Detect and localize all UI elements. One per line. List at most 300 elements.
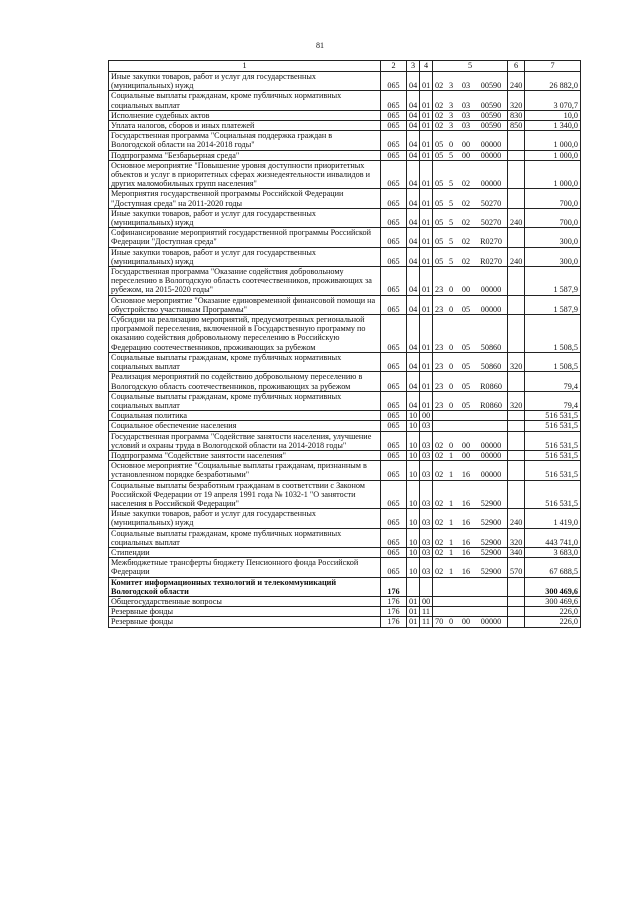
row-name-cell: Комитет информационных технологий и телекоммуникаций Вологодской области — [109, 577, 381, 596]
target-article-part: 00 — [461, 150, 471, 160]
target-article-part: 00000 — [480, 285, 502, 295]
section-code-cell: 04 — [407, 91, 420, 110]
section-code-cell: 04 — [407, 208, 420, 227]
subsection-code-cell: 03 — [420, 558, 433, 577]
ministry-code-cell: 065 — [381, 131, 407, 150]
target-article-cell — [433, 547, 508, 557]
ministry-code-cell: 065 — [381, 411, 407, 421]
target-article-part: 50270 — [480, 218, 502, 228]
target-article-part: 16 — [461, 547, 471, 557]
row-name-cell: Резервные фонды — [109, 617, 381, 627]
ministry-code-cell: 065 — [381, 295, 407, 314]
table-row — [109, 480, 581, 509]
target-article-part: 23 — [435, 342, 444, 352]
table-row — [109, 596, 581, 606]
table-row — [109, 208, 581, 227]
ministry-code-cell: 176 — [381, 617, 407, 627]
target-article-part: 1 — [448, 547, 454, 557]
row-name-cell: Государственная программа "Содействие занятости населения, улучшение условий и охраны труда в Вологодской области на 2014-2018 годы" — [109, 431, 381, 450]
target-article-part: 02 — [435, 121, 444, 131]
amount-cell: 67 688,5 — [525, 558, 581, 577]
target-article-cell — [433, 450, 508, 460]
amount-cell: 516 531,5 — [525, 431, 581, 450]
target-article-part: 3 — [448, 121, 454, 131]
subsection-code-cell: 01 — [420, 121, 433, 131]
target-article-part: 52900 — [480, 537, 502, 547]
expense-type-cell — [508, 480, 525, 509]
ministry-code-cell: 065 — [381, 228, 407, 247]
ministry-code-cell: 065 — [381, 352, 407, 371]
subsection-code-cell: 01 — [420, 208, 433, 227]
target-article-part: 16 — [461, 518, 471, 528]
target-article-cell — [433, 160, 508, 189]
ministry-code-cell: 176 — [381, 577, 407, 596]
expense-type-cell — [508, 131, 525, 150]
subsection-code-cell: 01 — [420, 131, 433, 150]
target-article-part: 1 — [448, 537, 454, 547]
target-article-part: 02 — [435, 440, 444, 450]
table-row — [109, 391, 581, 410]
amount-cell: 516 531,5 — [525, 480, 581, 509]
target-article-cell — [433, 91, 508, 110]
target-article-part: 05 — [461, 400, 471, 410]
target-article-cell — [433, 461, 508, 480]
section-code-cell: 10 — [407, 450, 420, 460]
row-name-cell: Социальная политика — [109, 411, 381, 421]
target-article-part: 00000 — [480, 470, 502, 480]
header-cell: 6 — [508, 61, 525, 72]
ministry-code-cell: 176 — [381, 596, 407, 606]
page-number: 81 — [316, 41, 324, 50]
amount-cell: 26 882,0 — [525, 72, 581, 91]
row-name-cell: Иные закупки товаров, работ и услуг для государственных (муниципальных) нужд — [109, 208, 381, 227]
ministry-code-cell: 065 — [381, 72, 407, 91]
amount-cell: 1 340,0 — [525, 121, 581, 131]
target-article-part: 23 — [435, 285, 444, 295]
target-article-part: 00 — [461, 440, 471, 450]
target-article-part: 05 — [435, 218, 444, 228]
amount-cell: 300 469,6 — [525, 596, 581, 606]
amount-cell: 1 508,5 — [525, 315, 581, 353]
expense-type-cell — [508, 315, 525, 353]
target-article-part: 5 — [448, 150, 454, 160]
section-code-cell: 10 — [407, 421, 420, 431]
target-article-part: 00 — [461, 140, 471, 150]
header-cell: 5 — [433, 61, 508, 72]
table-row — [109, 558, 581, 577]
subsection-code-cell: 00 — [420, 596, 433, 606]
target-article-part: R0270 — [480, 237, 502, 247]
section-code-cell: 04 — [407, 189, 420, 208]
ministry-code-cell: 065 — [381, 150, 407, 160]
table-row — [109, 189, 581, 208]
subsection-code-cell: 01 — [420, 189, 433, 208]
target-article-part: 05 — [435, 140, 444, 150]
expense-type-cell — [508, 421, 525, 431]
ministry-code-cell: 065 — [381, 509, 407, 528]
amount-cell: 516 531,5 — [525, 421, 581, 431]
section-code-cell: 04 — [407, 72, 420, 91]
target-article-cell — [433, 110, 508, 120]
header-cell: 7 — [525, 61, 581, 72]
target-article-part: 5 — [448, 256, 454, 266]
target-article-part: 02 — [435, 450, 444, 460]
target-article-part: 03 — [461, 110, 471, 120]
subsection-code-cell: 01 — [420, 315, 433, 353]
ministry-code-cell: 065 — [381, 431, 407, 450]
expense-type-cell: 570 — [508, 558, 525, 577]
table-row — [109, 461, 581, 480]
row-name-cell: Межбюджетные трансферты бюджету Пенсионного фонда Российской Федерации — [109, 558, 381, 577]
ministry-code-cell: 065 — [381, 315, 407, 353]
row-name-cell: Исполнение судебных актов — [109, 110, 381, 120]
table-row — [109, 91, 581, 110]
target-article-part: 0 — [448, 304, 454, 314]
expense-type-cell: 240 — [508, 247, 525, 266]
expense-type-cell — [508, 267, 525, 296]
target-article-cell — [433, 131, 508, 150]
row-name-cell: Социальные выплаты гражданам, кроме публичных нормативных социальных выплат — [109, 391, 381, 410]
target-article-part: 02 — [461, 179, 471, 189]
ministry-code-cell: 065 — [381, 450, 407, 460]
expense-type-cell — [508, 411, 525, 421]
table-row — [109, 431, 581, 450]
target-article-part: 00 — [461, 285, 471, 295]
target-article-cell — [433, 121, 508, 131]
amount-cell: 300 469,6 — [525, 577, 581, 596]
target-article-part: 52900 — [480, 567, 502, 577]
target-article-part: 02 — [461, 198, 471, 208]
target-article-part: 02 — [435, 498, 444, 508]
target-article-cell — [433, 208, 508, 227]
target-article-part: 00590 — [480, 100, 502, 110]
ministry-code-cell: 065 — [381, 547, 407, 557]
expense-type-cell: 830 — [508, 110, 525, 120]
row-name-cell: Резервные фонды — [109, 607, 381, 617]
table-row — [109, 131, 581, 150]
table-row — [109, 72, 581, 91]
target-article-part: 00 — [461, 617, 471, 627]
ministry-code-cell: 065 — [381, 160, 407, 189]
target-article-part: 3 — [448, 110, 454, 120]
row-name-cell: Подпрограмма "Безбарьерная среда" — [109, 150, 381, 160]
section-code-cell: 04 — [407, 150, 420, 160]
row-name-cell: Софинансирование мероприятий государственной программы Российской Федерации "Доступная среда" — [109, 228, 381, 247]
amount-cell: 1 000,0 — [525, 160, 581, 189]
ministry-code-cell: 065 — [381, 421, 407, 431]
section-code-cell: 04 — [407, 160, 420, 189]
expense-type-cell: 240 — [508, 509, 525, 528]
table-row — [109, 411, 581, 421]
target-article-part: 23 — [435, 400, 444, 410]
table-row — [109, 547, 581, 557]
target-article-part: 23 — [435, 381, 444, 391]
section-code-cell: 10 — [407, 461, 420, 480]
subsection-code-cell: 03 — [420, 547, 433, 557]
row-name-cell: Иные закупки товаров, работ и услуг для государственных (муниципальных) нужд — [109, 72, 381, 91]
target-article-part: 02 — [461, 237, 471, 247]
target-article-cell — [433, 295, 508, 314]
expense-type-cell — [508, 431, 525, 450]
row-name-cell: Общегосударственные вопросы — [109, 596, 381, 606]
subsection-code-cell: 01 — [420, 295, 433, 314]
amount-cell: 226,0 — [525, 607, 581, 617]
target-article-part: 52900 — [480, 547, 502, 557]
target-article-part: 05 — [435, 256, 444, 266]
target-article-part: 05 — [461, 304, 471, 314]
table-row — [109, 509, 581, 528]
expense-type-cell — [508, 461, 525, 480]
target-article-part: 1 — [448, 450, 454, 460]
expense-type-cell — [508, 150, 525, 160]
row-name-cell: Социальное обеспечение населения — [109, 421, 381, 431]
table-header-row — [109, 61, 581, 72]
subsection-code-cell: 03 — [420, 431, 433, 450]
target-article-part: 02 — [435, 100, 444, 110]
target-article-part: 50270 — [480, 198, 502, 208]
subsection-code-cell: 01 — [420, 352, 433, 371]
section-code-cell: 04 — [407, 247, 420, 266]
header-cell: 2 — [381, 61, 407, 72]
amount-cell: 443 741,0 — [525, 528, 581, 547]
expense-type-cell: 240 — [508, 72, 525, 91]
target-article-part: 0 — [448, 440, 454, 450]
section-code-cell: 10 — [407, 509, 420, 528]
row-name-cell: Иные закупки товаров, работ и услуг для государственных (муниципальных) нужд — [109, 509, 381, 528]
section-code-cell: 04 — [407, 131, 420, 150]
section-code-cell: 04 — [407, 267, 420, 296]
target-article-part: 03 — [461, 81, 471, 91]
expense-type-cell: 240 — [508, 208, 525, 227]
expense-type-cell — [508, 596, 525, 606]
table-row — [109, 110, 581, 120]
target-article-part: 03 — [461, 100, 471, 110]
ministry-code-cell: 065 — [381, 558, 407, 577]
row-name-cell: Государственная программа "Социальная поддержка граждан в Вологодской области на 2014-2018 годы" — [109, 131, 381, 150]
amount-cell: 516 531,5 — [525, 461, 581, 480]
amount-cell: 10,0 — [525, 110, 581, 120]
amount-cell: 79,4 — [525, 391, 581, 410]
expense-type-cell: 320 — [508, 91, 525, 110]
target-article-cell — [433, 431, 508, 450]
table-row — [109, 160, 581, 189]
amount-cell: 516 531,5 — [525, 411, 581, 421]
section-code-cell — [407, 577, 420, 596]
amount-cell: 1 508,5 — [525, 352, 581, 371]
target-article-part: 05 — [435, 150, 444, 160]
row-name-cell: Социальные выплаты гражданам, кроме публичных нормативных социальных выплат — [109, 352, 381, 371]
target-article-part: 02 — [435, 518, 444, 528]
expense-type-cell — [508, 189, 525, 208]
target-article-part: 05 — [435, 237, 444, 247]
subsection-code-cell: 01 — [420, 247, 433, 266]
target-article-cell — [433, 247, 508, 266]
target-article-part: 02 — [435, 537, 444, 547]
subsection-code-cell: 01 — [420, 267, 433, 296]
table-row — [109, 247, 581, 266]
amount-cell: 79,4 — [525, 372, 581, 391]
target-article-part: 16 — [461, 567, 471, 577]
target-article-part: 16 — [461, 537, 471, 547]
expense-type-cell — [508, 450, 525, 460]
target-article-part: R0860 — [480, 400, 502, 410]
target-article-part: 1 — [448, 498, 454, 508]
target-article-part: 02 — [461, 218, 471, 228]
target-article-part: R0270 — [480, 256, 502, 266]
subsection-code-cell — [420, 577, 433, 596]
target-article-part: 05 — [461, 342, 471, 352]
subsection-code-cell: 03 — [420, 480, 433, 509]
target-article-part: 00000 — [480, 150, 502, 160]
target-article-part: 52900 — [480, 498, 502, 508]
section-code-cell: 04 — [407, 372, 420, 391]
target-article-part: 3 — [448, 81, 454, 91]
target-article-part: 3 — [448, 100, 454, 110]
table-row — [109, 450, 581, 460]
subsection-code-cell: 11 — [420, 617, 433, 627]
subsection-code-cell: 11 — [420, 607, 433, 617]
section-code-cell: 10 — [407, 528, 420, 547]
section-code-cell: 04 — [407, 295, 420, 314]
table-row — [109, 372, 581, 391]
target-article-cell — [433, 391, 508, 410]
subsection-code-cell: 03 — [420, 528, 433, 547]
target-article-part: 05 — [435, 179, 444, 189]
target-article-part: 50860 — [480, 342, 502, 352]
target-article-part: 00000 — [480, 450, 502, 460]
table-row — [109, 352, 581, 371]
subsection-code-cell: 03 — [420, 421, 433, 431]
row-name-cell: Мероприятия государственной программы Российской Федерации "Доступная среда" на 2011-2020 годы — [109, 189, 381, 208]
target-article-part: 00 — [461, 450, 471, 460]
expense-type-cell — [508, 607, 525, 617]
amount-cell: 700,0 — [525, 208, 581, 227]
amount-cell: 516 531,5 — [525, 450, 581, 460]
target-article-part: 05 — [461, 381, 471, 391]
amount-cell: 700,0 — [525, 189, 581, 208]
section-code-cell: 04 — [407, 391, 420, 410]
ministry-code-cell: 065 — [381, 110, 407, 120]
ministry-code-cell: 065 — [381, 372, 407, 391]
ministry-code-cell: 065 — [381, 91, 407, 110]
subsection-code-cell: 03 — [420, 461, 433, 480]
target-article-part: 0 — [448, 617, 454, 627]
table-row — [109, 577, 581, 596]
target-article-part: 03 — [461, 121, 471, 131]
target-article-cell — [433, 528, 508, 547]
subsection-code-cell: 01 — [420, 391, 433, 410]
target-article-part: 5 — [448, 237, 454, 247]
target-article-cell — [433, 189, 508, 208]
ministry-code-cell: 065 — [381, 480, 407, 509]
target-article-part: 0 — [448, 362, 454, 372]
section-code-cell: 04 — [407, 315, 420, 353]
section-code-cell: 04 — [407, 110, 420, 120]
subsection-code-cell: 00 — [420, 411, 433, 421]
expense-type-cell — [508, 295, 525, 314]
amount-cell: 1 587,9 — [525, 267, 581, 296]
table-row — [109, 228, 581, 247]
target-article-part: R0860 — [480, 381, 502, 391]
target-article-part: 02 — [435, 81, 444, 91]
table-row — [109, 121, 581, 131]
amount-cell: 1 587,9 — [525, 295, 581, 314]
target-article-part: 02 — [461, 256, 471, 266]
header-cell: 3 — [407, 61, 420, 72]
ministry-code-cell: 065 — [381, 391, 407, 410]
row-name-cell: Реализация мероприятий по содействию добровольному переселению в Вологодскую область соотечественников, проживающих за рубежом — [109, 372, 381, 391]
ministry-code-cell: 065 — [381, 121, 407, 131]
target-article-cell — [433, 558, 508, 577]
table-row — [109, 315, 581, 353]
subsection-code-cell: 01 — [420, 72, 433, 91]
row-name-cell: Социальные выплаты безработным гражданам в соответствии с Законом Российской Федерации от 19 апреля 1991 года № 1032-1 "О занятости населения в Российской Федерации" — [109, 480, 381, 509]
table-row — [109, 607, 581, 617]
subsection-code-cell: 01 — [420, 110, 433, 120]
target-article-part: 00590 — [480, 121, 502, 131]
ministry-code-cell: 065 — [381, 461, 407, 480]
expense-type-cell: 320 — [508, 528, 525, 547]
row-name-cell: Стипендии — [109, 547, 381, 557]
header-cell: 4 — [420, 61, 433, 72]
target-article-part: 02 — [435, 547, 444, 557]
target-article-part: 02 — [435, 470, 444, 480]
target-article-part: 5 — [448, 179, 454, 189]
target-article-cell — [433, 607, 508, 617]
table-row — [109, 295, 581, 314]
ministry-code-cell: 065 — [381, 189, 407, 208]
target-article-part: 00000 — [480, 179, 502, 189]
target-article-part: 00590 — [480, 110, 502, 120]
table-row — [109, 267, 581, 296]
section-code-cell: 01 — [407, 607, 420, 617]
target-article-part: 02 — [435, 110, 444, 120]
target-article-part: 00000 — [480, 617, 502, 627]
expense-type-cell: 850 — [508, 121, 525, 131]
section-code-cell: 01 — [407, 596, 420, 606]
section-code-cell: 10 — [407, 558, 420, 577]
target-article-part: 16 — [461, 470, 471, 480]
target-article-cell — [433, 315, 508, 353]
section-code-cell: 10 — [407, 480, 420, 509]
ministry-code-cell: 065 — [381, 528, 407, 547]
table-row — [109, 150, 581, 160]
header-cell: 1 — [109, 61, 381, 72]
target-article-cell — [433, 577, 508, 596]
budget-table — [108, 60, 581, 628]
ministry-code-cell: 065 — [381, 208, 407, 227]
amount-cell: 3 683,0 — [525, 547, 581, 557]
ministry-code-cell: 065 — [381, 247, 407, 266]
target-article-part: 0 — [448, 285, 454, 295]
row-name-cell: Подпрограмма "Содействие занятости населения" — [109, 450, 381, 460]
target-article-part: 02 — [435, 567, 444, 577]
subsection-code-cell: 01 — [420, 372, 433, 391]
expense-type-cell: 320 — [508, 391, 525, 410]
target-article-part: 52900 — [480, 518, 502, 528]
target-article-part: 1 — [448, 567, 454, 577]
target-article-part: 16 — [461, 498, 471, 508]
target-article-part: 70 — [435, 617, 444, 627]
target-article-cell — [433, 150, 508, 160]
section-code-cell: 01 — [407, 617, 420, 627]
expense-type-cell: 320 — [508, 352, 525, 371]
target-article-part: 00590 — [480, 81, 502, 91]
target-article-part: 00000 — [480, 140, 502, 150]
row-name-cell: Основное мероприятие "Социальные выплаты гражданам, признанным в установленном порядке безработными" — [109, 461, 381, 480]
subsection-code-cell: 01 — [420, 91, 433, 110]
target-article-cell — [433, 72, 508, 91]
